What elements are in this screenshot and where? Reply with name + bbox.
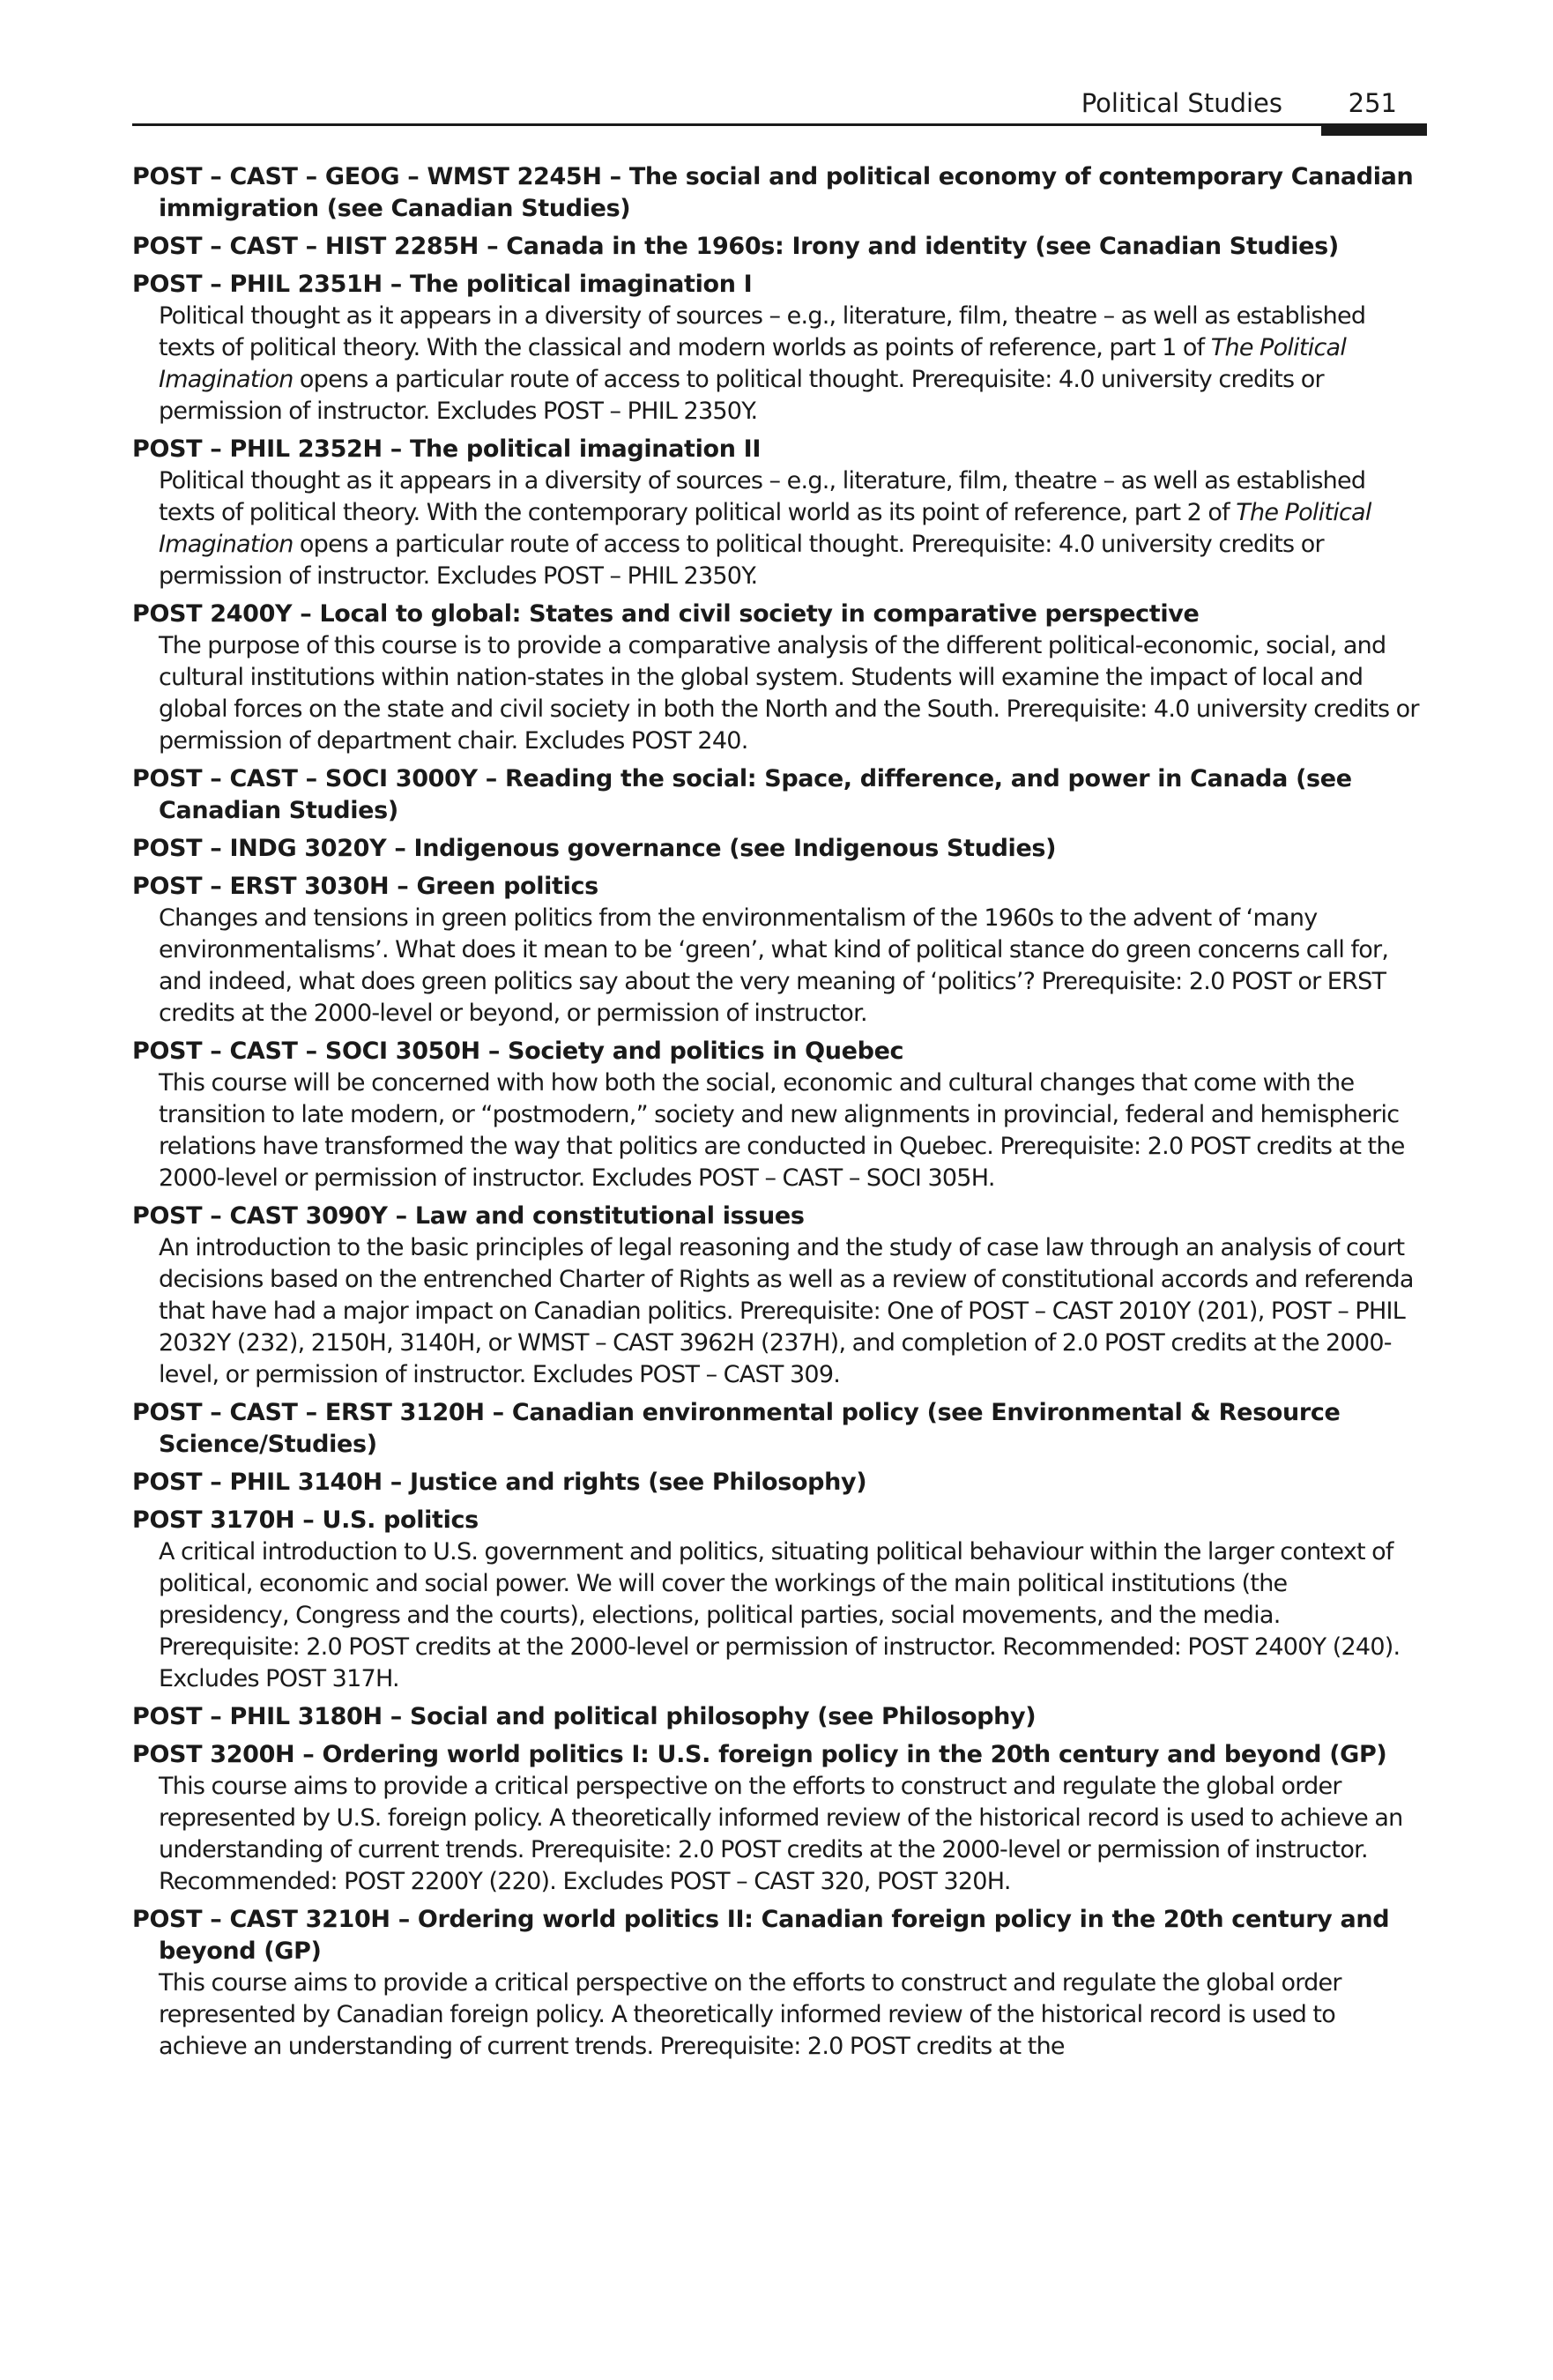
course-entry	[132, 763, 1423, 827]
course-description: A critical introduction to U.S. government and politics, situating political behaviour within the larger context of political, economic and social power. We will cover the workings of the main political institutions (the presidency, Congress and the courts), elections, political parties, social movements, and the media. Prerequisite: 2.0 POST credits at the 2000-level or permission of instructor. Recommended: POST 2400Y (240). Excludes POST 317H.	[159, 1538, 1401, 1692]
calendar-page	[132, 79, 1423, 2069]
course-title: POST – PHIL 3140H – Justice and rights (see Philosophy)	[132, 1469, 867, 1496]
description-text: opens a particular route of access to political thought. Prerequisite: 4.0 university credits or permission of instructor. Excludes POST – PHIL 2350Y.	[159, 531, 1324, 590]
course-title: POST – PHIL 2352H – The political imagination II	[132, 435, 762, 463]
page-number: 251	[1348, 88, 1397, 118]
course-title: POST – CAST 3210H – Ordering world politics II: Canadian foreign policy in the 20th century and beyond (GP)	[132, 1906, 1390, 1965]
course-description: This course aims to provide a critical perspective on the efforts to construct and regulate the global order represented by U.S. foreign policy. A theoretically informed review of the historical record is used to achieve an understanding of current trends. Prerequisite: 2.0 POST credits at the 2000-level or permission of instructor. Recommended: POST 2200Y (220). Excludes POST – CAST 320, POST 320H.	[159, 1773, 1403, 1895]
course-entry	[132, 1904, 1423, 2063]
course-description: The purpose of this course is to provide a comparative analysis of the different political-economic, social, and cultural institutions within nation-states in the global system. Students will examine the impact of local and global forces on the state and civil society in both the North and the South. Prerequisite: 4.0 university credits or permission of department chair. Excludes POST 240.	[159, 632, 1419, 755]
course-entry	[132, 161, 1423, 225]
course-title: POST – CAST – HIST 2285H – Canada in the 1960s: Irony and identity (see Canadian Studies)	[132, 233, 1339, 260]
course-description	[132, 465, 1423, 592]
course-description: This course will be concerned with how both the social, economic and cultural changes that come with the transition to late modern, or “postmodern,” society and new alignments in provincial, federal and hemispheric relations have transformed the way that politics are conducted in Quebec. Prerequisite: 2.0 POST credits at the 2000-level or permission of instructor. Excludes POST – CAST – SOCI 305H.	[159, 1069, 1405, 1192]
course-entry	[132, 231, 1423, 263]
course-title: POST – CAST – GEOG – WMST 2245H – The social and political economy of contemporary Canadian immigration (see Canadian Studies)	[132, 163, 1414, 222]
course-title: POST – CAST – SOCI 3050H – Society and politics in Quebec	[132, 1038, 904, 1065]
course-list	[132, 161, 1423, 2063]
course-title: POST – PHIL 2351H – The political imagination I	[132, 271, 753, 298]
course-title: POST – CAST – ERST 3120H – Canadian environmental policy (see Environmental & Resource Science/Studies)	[132, 1399, 1341, 1458]
book-title: The Political Imagination	[159, 499, 1371, 558]
course-entry	[132, 1036, 1423, 1194]
course-description: An introduction to the basic principles of legal reasoning and the study of case law through an analysis of court decisions based on the entrenched Charter of Rights as well as a review of constitutional accords and referenda that have had a major impact on Canadian politics. Prerequisite: One of POST – CAST 2010Y (201), POST – PHIL 2032Y (232), 2150H, 3140H, or WMST – CAST 3962H (237H), and completion of 2.0 POST credits at the 2000-level, or permission of instructor. Excludes POST – CAST 309.	[159, 1234, 1414, 1388]
description-text: Political thought as it appears in a diversity of sources – e.g., literature, film, theatre – as well as established texts of political theory. With the contemporary political world as its point of reference, part 2 of	[159, 467, 1366, 526]
course-entry	[132, 269, 1423, 428]
course-description: This course aims to provide a critical perspective on the efforts to construct and regulate the global order represented by Canadian foreign policy. A theoretically informed review of the historical record is used to achieve an understanding of current trends. Prerequisite: 2.0 POST credits at the	[159, 1969, 1341, 2060]
course-entry	[132, 434, 1423, 592]
course-entry	[132, 871, 1423, 1030]
course-title: POST 3200H – Ordering world politics I: U.S. foreign policy in the 20th century and beyond (GP)	[132, 1741, 1387, 1768]
course-title: POST – CAST 3090Y – Law and constitutional issues	[132, 1202, 805, 1230]
course-entry	[132, 833, 1423, 865]
course-title: POST 2400Y – Local to global: States and civil society in comparative perspective	[132, 600, 1200, 628]
course-title: POST – CAST – SOCI 3000Y – Reading the social: Space, difference, and power in Canada (see Canadian Studies)	[132, 765, 1352, 824]
section-title: Political Studies	[1081, 88, 1282, 118]
course-title: POST – INDG 3020Y – Indigenous governance (see Indigenous Studies)	[132, 835, 1057, 862]
course-title: POST – PHIL 3180H – Social and political philosophy (see Philosophy)	[132, 1703, 1037, 1730]
course-entry	[132, 1397, 1423, 1461]
course-entry	[132, 1701, 1423, 1733]
course-entry	[132, 1505, 1423, 1695]
course-description	[132, 301, 1423, 428]
course-entry	[132, 599, 1423, 757]
course-entry	[132, 1201, 1423, 1391]
course-title: POST – ERST 3030H – Green politics	[132, 873, 598, 900]
course-description: Changes and tensions in green politics from the environmentalism of the 1960s to the advent of ‘many environmentalisms’. What does it mean to be ‘green’, what kind of political stance do green concerns call for, and indeed, what does green politics say about the very meaning of ‘politics’? Prerequisite: 2.0 POST or ERST credits at the 2000-level or beyond, or permission of instructor.	[159, 904, 1389, 1027]
description-text: Political thought as it appears in a diversity of sources – e.g., literature, film, theatre – as well as established texts of political theory. With the classical and modern worlds as points of reference, part 1 of	[159, 302, 1366, 361]
course-title: POST 3170H – U.S. politics	[132, 1506, 479, 1534]
running-head	[132, 79, 1423, 126]
course-entry	[132, 1739, 1423, 1898]
thumb-tab-bar	[1321, 123, 1427, 136]
course-entry	[132, 1467, 1423, 1499]
book-title: The Political Imagination	[159, 334, 1347, 393]
description-text: opens a particular route of access to political thought. Prerequisite: 4.0 university credits or permission of instructor. Excludes POST – PHIL 2350Y.	[159, 366, 1324, 425]
